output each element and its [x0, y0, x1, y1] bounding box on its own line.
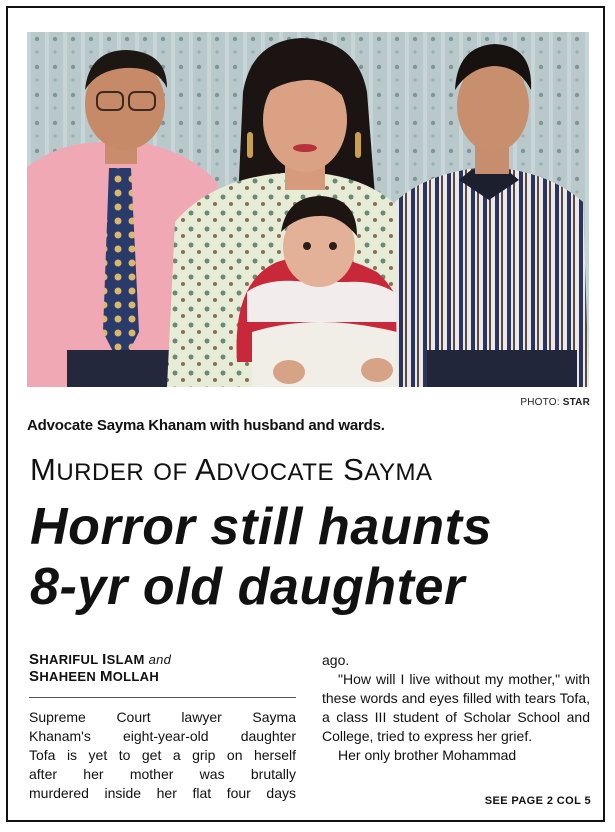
headline-line-2: 8-yr old daughter [30, 558, 465, 616]
article-column-left [29, 708, 296, 803]
body-paragraph: "How will I live without my mother," with these words and eyes filled with tears Tofa, a class III student of Scholar School and College, tried to express her grief. [322, 671, 590, 744]
section-kicker [30, 452, 433, 488]
kicker-letter: S [343, 452, 365, 487]
kicker-letter: M [30, 452, 57, 487]
byline-name-part: SLAM [106, 652, 145, 667]
byline-initial: M [99, 668, 113, 685]
body-paragraph: ago. [322, 652, 350, 668]
byline-author-1 [29, 651, 171, 668]
body-line: Tofa is yet to get a grip on herself [29, 747, 296, 763]
byline [29, 651, 171, 685]
continuation-jump-link[interactable]: SEE PAGE 2 COL 5 [484, 795, 591, 807]
photo-caption: Advocate Sayma Khanam with husband and wards. [27, 417, 385, 434]
article-column-right [322, 651, 590, 765]
family-photo [27, 32, 589, 387]
byline-initial: I [102, 651, 107, 668]
byline-divider [29, 697, 296, 698]
body-line: after her mother was brutally [29, 766, 296, 782]
body-line: Supreme Court lawyer Sayma [29, 709, 296, 725]
byline-and: and [148, 652, 172, 667]
byline-name-part: HAHEEN [39, 669, 97, 684]
headline-line-1: Horror still haunts [30, 498, 493, 556]
byline-initial: S [29, 668, 40, 685]
photo-credit-label: PHOTO: [520, 397, 560, 408]
body-line: Khanam's eight-year-old daughter [29, 728, 296, 744]
byline-author-2 [29, 668, 171, 685]
photo-credit [520, 397, 590, 408]
byline-name-part: HARIFUL [39, 652, 99, 667]
body-paragraph: Her only brother Mohammad [338, 747, 517, 763]
byline-initial: S [29, 651, 40, 668]
kicker-word: OF [153, 459, 188, 486]
kicker-word: DVOCATE [216, 459, 334, 486]
body-line: murdered inside her flat four days [29, 785, 296, 801]
headline [30, 497, 600, 617]
byline-name-part: OLLAH [112, 669, 160, 684]
photo-credit-source: STAR [562, 397, 590, 408]
kicker-word: URDER [56, 459, 145, 486]
kicker-letter: A [195, 452, 217, 487]
kicker-word: AYMA [364, 459, 433, 486]
